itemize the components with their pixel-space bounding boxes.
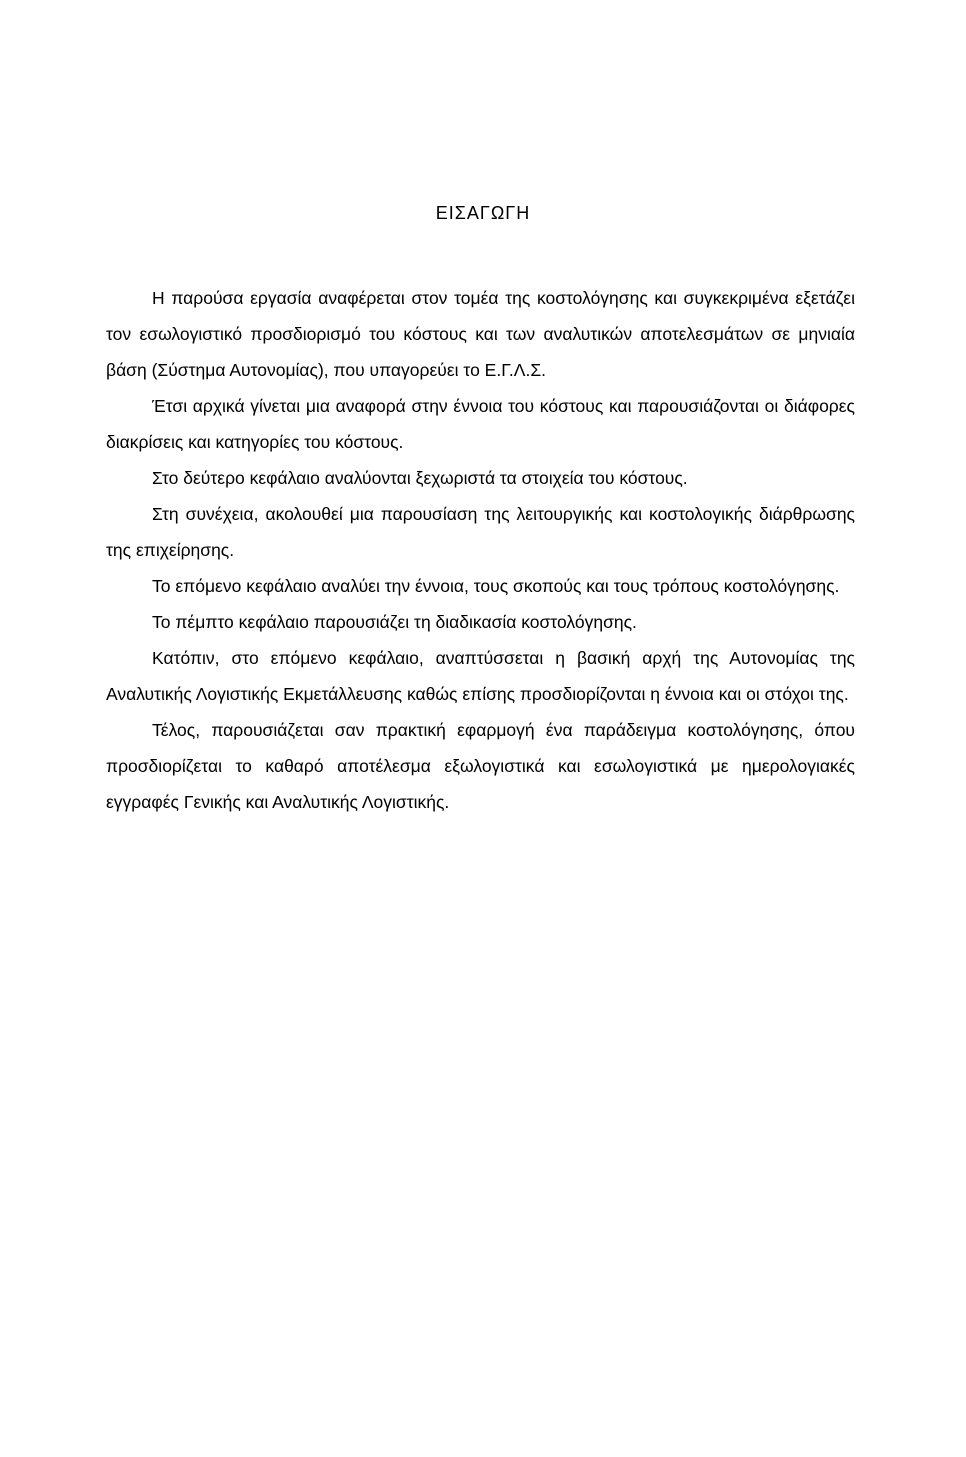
paragraph-next-chapter: Το επόμενο κεφάλαιο αναλύει την έννοια, τους σκοπούς και τους τρόπους κοστολόγησης. bbox=[152, 576, 840, 596]
paragraph-intro: Η παρούσα εργασία αναφέρεται στον τομέα της κοστολόγησης και συγκεκριμένα εξετάζει τον εσωλογιστικό προσδιορισμό του κόστους και των αναλυτικών αποτελεσμάτων σε μηνιαία βάση (Σύστημα Αυτονομίας), που υπαγορεύει το Ε.Γ.Λ.Σ. bbox=[106, 288, 855, 380]
paragraph-chapter-two: Στο δεύτερο κεφάλαιο αναλύονται ξεχωριστά τα στοιχεία του κόστους. bbox=[152, 468, 688, 488]
paragraph-autonomy: Κατόπιν, στο επόμενο κεφάλαιο, αναπτύσσεται η βασική αρχή της Αυτονομίας της Αναλυτικής Λογιστικής Εκμετάλλευσης καθώς επίσης προσδιορίζονται η έννοια και οι στόχοι της. bbox=[106, 648, 855, 704]
paragraph-cost-concept: Έτσι αρχικά γίνεται μια αναφορά στην έννοια του κόστους και παρουσιάζονται οι διάφορες διακρίσεις και κατηγορίες του κόστους. bbox=[106, 396, 855, 452]
paragraph-fifth-chapter: Το πέμπτο κεφάλαιο παρουσιάζει τη διαδικασία κοστολόγησης. bbox=[152, 612, 637, 632]
paragraph-structure: Στη συνέχεια, ακολουθεί μια παρουσίαση της λειτουργικής και κοστολογικής διάρθρωσης της επιχείρησης. bbox=[106, 504, 855, 560]
document-body bbox=[106, 280, 855, 820]
paragraph-conclusion: Τέλος, παρουσιάζεται σαν πρακτική εφαρμογή ένα παράδειγμα κοστολόγησης, όπου προσδιορίζεται το καθαρό αποτέλεσμα εξωλογιστικά και εσωλογιστικά με ημερολογιακές εγγραφές Γενικής και Αναλυτικής Λογιστικής. bbox=[106, 720, 855, 812]
page-title: ΕΙΣΑΓΩΓΗ bbox=[435, 203, 531, 223]
